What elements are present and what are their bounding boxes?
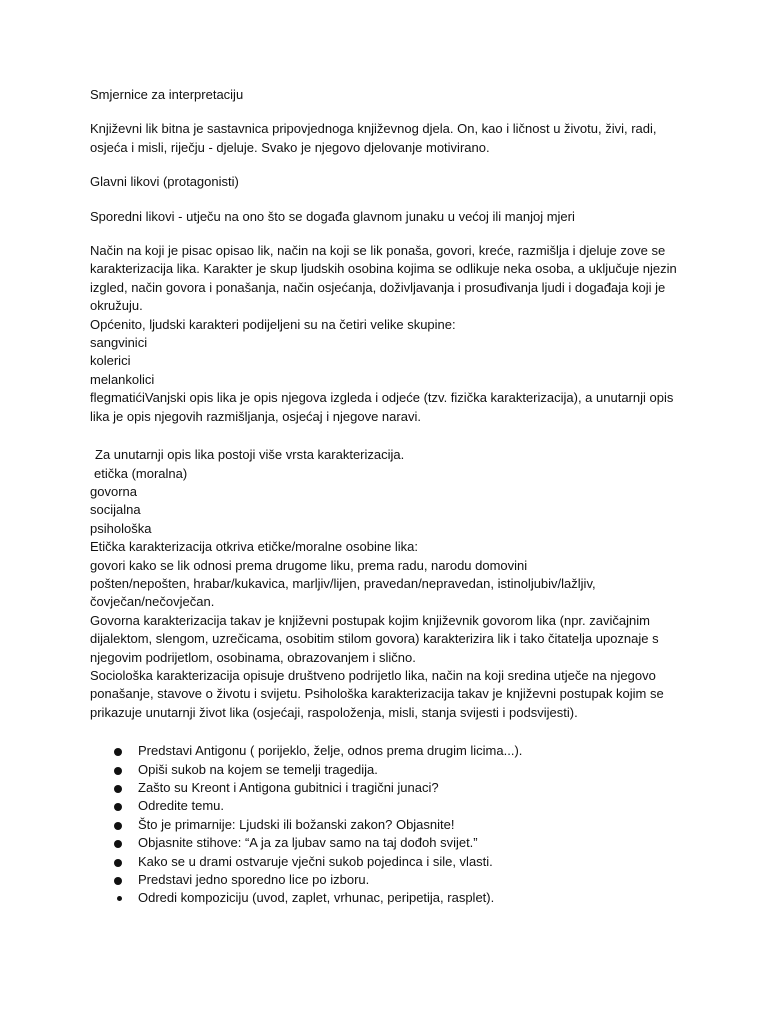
main-characters-line: Glavni likovi (protagonisti) bbox=[90, 174, 239, 190]
group-item: sangvinici bbox=[90, 335, 148, 351]
characterization-paragraph: Način na koji je pisac opisao lik, način na koji se lik ponaša, govori, kreće, razmišlja i djeluje zove se karakterizacija lika. Karakter je skup ljudskih osobina kojima se odlikuje neka osoba, a uključuje njezin izgled, način govora i ponašanja, način osjećanja, doživljavanja i prosuđivanja ljudi i događaja koji je okružuju. bbox=[90, 243, 677, 314]
bullet-icon bbox=[114, 859, 122, 867]
task-item: Odredi kompoziciju (uvod, zaplet, vrhunac, peripetija, rasplet). bbox=[90, 889, 680, 907]
bullet-icon bbox=[114, 822, 122, 830]
document-heading: Smjernice za interpretaciju bbox=[90, 87, 244, 102]
speech-paragraph: Govorna karakterizacija takav je književni postupak kojim književnik govorom lika (npr. zavičajnim dijalektom, slengom, uzrečicama, osobitim stilom govora) karakterizira lik i tako čitatelja upoznaje s njegovim podrijetlom, osobinama, obrazovanjem i slično. bbox=[90, 612, 659, 665]
task-list bbox=[90, 742, 680, 908]
types-intro: Za unutarnji opis lika postoji više vrsta karakterizacija. bbox=[95, 447, 405, 463]
type-item: socijalna bbox=[90, 502, 141, 518]
ethical-paragraph-examples: pošten/nepošten, hrabar/kukavica, marljiv/lijen, pravedan/nepravedan, istinoljubiv/lažljiv, čovječan/nečovječan. bbox=[90, 575, 596, 610]
task-item: Odredite temu. bbox=[90, 797, 680, 815]
document-page bbox=[90, 86, 680, 908]
type-item: govorna bbox=[90, 483, 137, 499]
task-item: Predstavi jedno sporedno lice po izboru. bbox=[90, 871, 680, 889]
task-item: Što je primarnije: Ljudski ili božanski zakon? Objasnite! bbox=[90, 816, 680, 834]
ethical-paragraph-body: govori kako se lik odnosi prema drugome liku, prema radu, narodu domovini bbox=[90, 557, 528, 573]
ethical-paragraph-title: Etička karakterizacija otkriva etičke/moralne osobine lika: bbox=[90, 539, 419, 555]
task-item: Predstavi Antigonu ( porijeklo, želje, odnos prema drugim licima...). bbox=[90, 742, 680, 760]
group-item: kolerici bbox=[90, 353, 131, 369]
intro-paragraph: Književni lik bitna je sastavnica pripovjednoga književnog djela. On, kao i ličnost u životu, živi, radi, osjeća i misli, riječju - djeluje. Svako je njegovo djelovanje motivirano. bbox=[90, 121, 657, 155]
bullet-icon bbox=[114, 785, 122, 793]
secondary-characters-line: Sporedni likovi - utječu na ono što se događa glavnom junaku u većoj ili manjoj mjeri bbox=[90, 208, 575, 224]
social-psych-paragraph: Sociološka karakterizacija opisuje društveno podrijetlo lika, način na koji sredina utječe na njegovo ponašanje, stavove o životu i svijetu. Psihološka karakterizacija takav je književni postupak kojim se prikazuje unutarnji život lika (osjećaji, raspoloženja, misli, stanja svijesti i podsvijesti). bbox=[90, 667, 664, 720]
phlegmatic-description-line: flegmatićiVanjski opis lika je opis njegova izgleda i odjeće (tzv. fizička karakterizacija), a unutarnji opis lika je opis njegovih razmišljanja, osjećaj i njegove naravi. bbox=[90, 390, 674, 424]
task-item: Zašto su Kreont i Antigona gubitnici i tragični junaci? bbox=[90, 779, 680, 797]
group-item: melankolici bbox=[90, 371, 155, 387]
type-item: etička (moralna) bbox=[94, 465, 188, 481]
task-item: Kako se u drami ostvaruje vječni sukob pojedinca i sile, vlasti. bbox=[90, 853, 680, 871]
task-item: Objasnite stihove: “A ja za ljubav samo na taj dođoh svijet.” bbox=[90, 834, 680, 852]
bullet-icon bbox=[114, 767, 122, 775]
type-item: psihološka bbox=[90, 520, 152, 536]
task-item: Opiši sukob na kojem se temelji tragedija. bbox=[90, 761, 680, 779]
bullet-icon bbox=[114, 877, 122, 885]
groups-intro: Općenito, ljudski karakteri podijeljeni su na četiri velike skupine: bbox=[90, 316, 456, 332]
